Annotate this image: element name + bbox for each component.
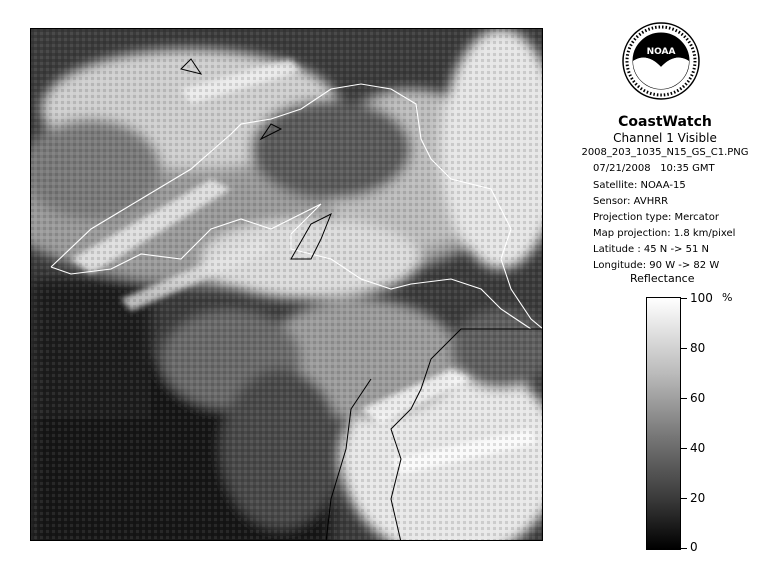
colorbar-tick — [681, 298, 687, 299]
map-projection-info: Map projection: 1.8 km/pixel — [593, 228, 736, 239]
file-name: 2008_203_1035_N15_GS_C1.PNG — [581, 147, 749, 158]
colorbar-tick — [681, 548, 687, 549]
satellite-image — [30, 28, 543, 541]
colorbar-tick-label: 80 — [690, 341, 706, 355]
date-time — [593, 163, 715, 174]
colorbar-tick-label: 20 — [690, 491, 706, 505]
latitude-info: Latitude : 45 N -> 51 N — [593, 244, 709, 255]
colorbar-tick-label: 40 — [690, 441, 706, 455]
satellite-info: Satellite: NOAA-15 — [593, 180, 686, 191]
date-value: 07/21/2008 — [593, 163, 651, 174]
colorbar-tick — [681, 498, 687, 499]
colorbar-tick-label: 60 — [690, 391, 706, 405]
colorbar — [646, 297, 681, 550]
colorbar-tick — [681, 348, 687, 349]
sensor-info: Sensor: AVHRR — [593, 196, 669, 207]
projection-info: Projection type: Mercator — [593, 212, 719, 223]
time-value: 10:35 GMT — [660, 163, 715, 174]
colorbar-tick — [681, 398, 687, 399]
colorbar-tick-label: 100 — [690, 291, 713, 305]
longitude-info: Longitude: 90 W -> 82 W — [593, 260, 720, 271]
colorbar-label: Reflectance — [630, 272, 695, 285]
noaa-logo-icon — [622, 22, 700, 100]
channel-label: Channel 1 Visible — [613, 131, 717, 145]
colorbar-unit: % — [722, 291, 733, 304]
colorbar-tick — [681, 448, 687, 449]
logo-text: NOAA — [646, 47, 676, 57]
colorbar-tick-label: 0 — [690, 540, 698, 554]
product-title: CoastWatch — [618, 114, 712, 130]
